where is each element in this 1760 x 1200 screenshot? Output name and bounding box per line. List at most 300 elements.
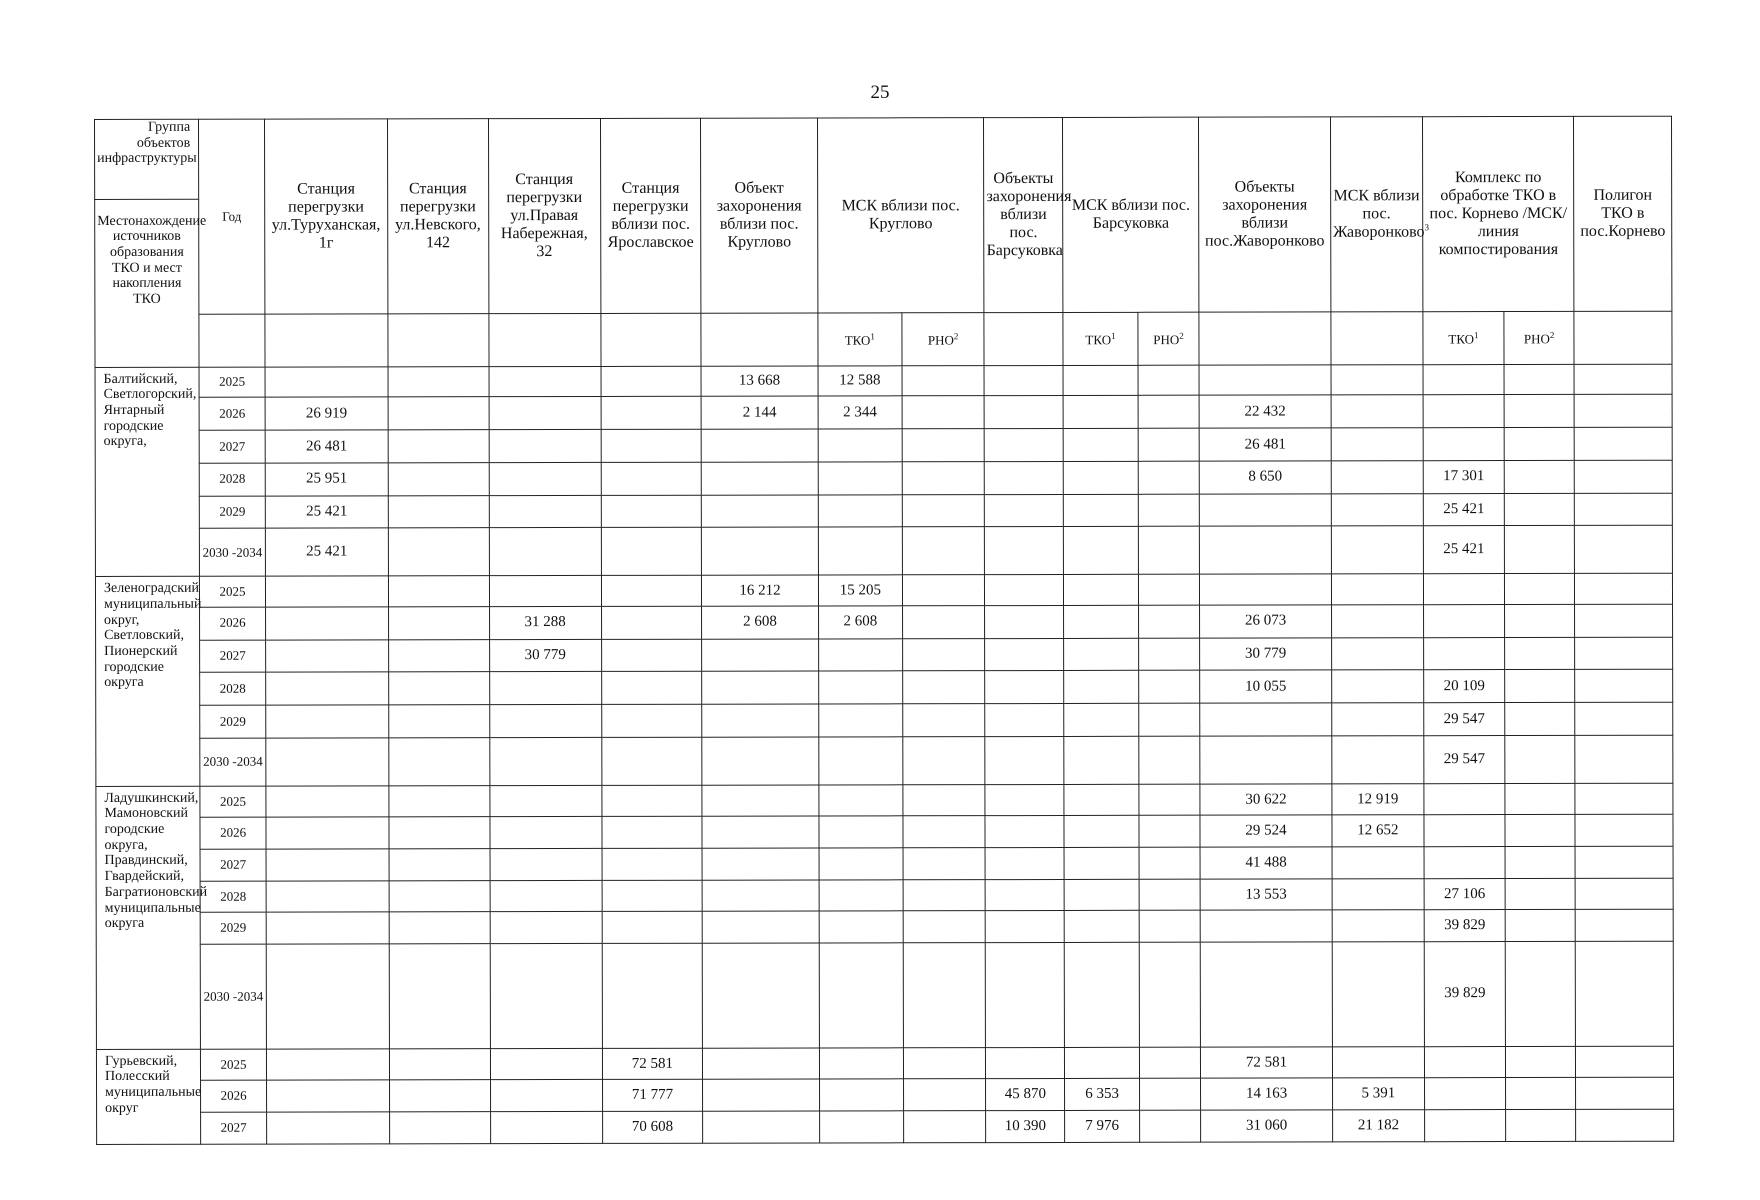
year-cell: 2027 [200, 849, 266, 881]
value-cell [1423, 395, 1504, 428]
value-cell: 29 547 [1424, 703, 1505, 736]
subheader-empty [265, 314, 388, 367]
value-cell [389, 944, 490, 1049]
table-row [96, 1046, 1673, 1081]
value-cell [1505, 846, 1575, 878]
table-row [96, 735, 1673, 786]
value-cell: 20 109 [1424, 670, 1505, 703]
value-cell [903, 816, 985, 848]
value-cell [1138, 365, 1199, 396]
value-cell [1332, 703, 1424, 736]
value-cell: 30 779 [489, 639, 601, 672]
value-cell: 27 106 [1424, 878, 1505, 910]
value-cell [985, 575, 1064, 606]
value-cell [1138, 574, 1199, 605]
value-cell [1331, 670, 1423, 703]
value-cell: 25 421 [1423, 526, 1504, 574]
value-cell [388, 576, 489, 607]
value-cell [1331, 395, 1423, 428]
value-cell [266, 672, 389, 705]
table-row [96, 941, 1673, 1049]
value-cell [702, 704, 818, 737]
value-cell [1424, 783, 1505, 815]
value-cell: 26 481 [265, 430, 388, 463]
value-cell: 12 588 [818, 366, 903, 397]
corner-top-header: Группа объектов инфраструктуры [95, 119, 199, 199]
subheader-tko-text: ТКО [844, 332, 871, 348]
year-cell: 2028 [199, 463, 265, 496]
value-cell [1505, 604, 1575, 637]
value-cell [1506, 1109, 1576, 1141]
year-cell: 2029 [200, 705, 266, 738]
value-cell [1138, 526, 1200, 574]
waste-flow-table [94, 116, 1674, 1145]
value-cell: 6 353 [1065, 1079, 1140, 1111]
value-cell [388, 430, 489, 463]
value-cell [818, 429, 903, 462]
value-cell [388, 639, 489, 672]
year-cell: 2030 -2034 [200, 528, 266, 576]
value-cell [903, 605, 985, 638]
year-cell: 2025 [201, 1049, 267, 1081]
value-cell [388, 672, 489, 705]
value-cell [984, 429, 1063, 462]
value-cell: 21 182 [1332, 1110, 1424, 1142]
value-cell [702, 639, 818, 672]
value-cell [265, 607, 388, 640]
value-cell [1505, 878, 1575, 910]
value-cell [1138, 396, 1199, 429]
value-cell [819, 911, 904, 943]
value-cell [489, 430, 601, 463]
year-cell: 2025 [200, 576, 266, 607]
value-cell [602, 912, 703, 944]
table-row [96, 604, 1673, 640]
value-cell [985, 784, 1064, 816]
value-cell [819, 785, 904, 817]
header-row-3 [95, 312, 1672, 368]
value-cell [1505, 702, 1575, 735]
value-cell [1505, 910, 1575, 942]
col-header-11: Комплекс по обработке ТКО в пос. Корнево /МСК/линия компостирования [1422, 116, 1574, 312]
col-header-7: Объекты захоронения вблизи пос. Барсуковка [984, 117, 1063, 313]
value-cell [904, 1111, 986, 1143]
subheader-rno [902, 313, 984, 366]
value-cell [986, 1047, 1065, 1079]
value-cell [266, 1080, 389, 1112]
value-cell [702, 495, 818, 528]
value-cell [389, 912, 490, 944]
value-cell [1331, 637, 1423, 670]
subheader-sup: 2 [1549, 329, 1555, 340]
value-cell [1064, 784, 1139, 816]
year-cell: 2025 [200, 786, 266, 818]
value-cell [1139, 942, 1201, 1047]
value-cell [489, 397, 601, 430]
value-cell: 13 553 [1200, 879, 1332, 911]
value-cell [1505, 637, 1575, 670]
value-cell [1331, 526, 1423, 574]
value-cell [818, 638, 903, 671]
value-cell [903, 575, 985, 606]
value-cell: 29 547 [1424, 735, 1505, 783]
value-cell [985, 879, 1064, 911]
value-cell [266, 786, 389, 818]
value-cell [1332, 735, 1424, 783]
table-row [95, 427, 1672, 463]
value-cell [1575, 525, 1673, 573]
value-cell [1138, 461, 1199, 494]
value-cell [266, 881, 389, 913]
value-cell: 22 432 [1199, 395, 1331, 428]
value-cell [819, 880, 904, 912]
value-cell [903, 704, 985, 737]
value-cell [1332, 878, 1424, 910]
value-cell [1200, 942, 1332, 1047]
value-cell [1200, 526, 1332, 574]
value-cell [702, 737, 818, 785]
value-cell: 45 870 [986, 1079, 1065, 1111]
group-name-cell: Гурьевский, Полесский муниципальные округ [96, 1049, 200, 1144]
value-cell [1139, 879, 1200, 911]
value-cell [703, 1111, 819, 1143]
value-cell [389, 785, 490, 817]
value-cell [1064, 942, 1139, 1047]
value-cell [266, 738, 389, 786]
table-row [95, 460, 1672, 496]
value-cell [818, 527, 903, 575]
value-cell [389, 817, 490, 849]
value-cell [902, 429, 984, 462]
value-cell: 12 919 [1332, 784, 1424, 816]
value-cell [1574, 427, 1672, 460]
value-cell [1332, 847, 1424, 879]
value-cell [985, 494, 1064, 527]
value-cell [266, 912, 389, 944]
value-cell [490, 912, 602, 944]
value-cell [1504, 493, 1574, 526]
table-row [95, 525, 1672, 576]
value-cell [1064, 494, 1139, 527]
value-cell [601, 429, 702, 462]
value-cell [601, 462, 702, 495]
value-cell [1424, 637, 1505, 670]
value-cell [265, 576, 388, 607]
col-header-1: Станция перегрузки ул.Туруханская, 1г [264, 119, 387, 315]
value-cell [1063, 461, 1138, 494]
year-cell: 2027 [201, 1112, 267, 1144]
value-cell [819, 816, 904, 848]
value-cell: 25 421 [265, 528, 388, 576]
value-cell [389, 1048, 490, 1080]
value-cell [1424, 847, 1505, 879]
value-cell [903, 638, 985, 671]
table-row [97, 1078, 1674, 1113]
value-cell [601, 704, 702, 737]
value-cell [1064, 638, 1139, 671]
value-cell [601, 737, 702, 785]
value-cell [1504, 526, 1574, 574]
subheader-tko [1063, 313, 1138, 366]
value-cell [1574, 364, 1672, 395]
value-cell [985, 605, 1064, 638]
value-cell: 16 212 [702, 575, 818, 606]
value-cell [1332, 910, 1424, 942]
value-cell [702, 816, 818, 848]
value-cell: 26 919 [265, 397, 388, 430]
subheader-sup: 2 [1179, 330, 1184, 341]
value-cell: 7 976 [1065, 1110, 1140, 1142]
value-cell: 14 163 [1201, 1078, 1333, 1110]
value-cell [703, 1079, 819, 1111]
value-cell [985, 911, 1064, 943]
value-cell [985, 848, 1064, 880]
year-cell: 2026 [200, 607, 266, 640]
year-cell: 2030 -2034 [200, 944, 266, 1049]
value-cell [1506, 1046, 1576, 1078]
value-cell [1504, 427, 1574, 460]
value-cell [818, 737, 903, 785]
value-cell [702, 429, 818, 462]
value-cell [1574, 460, 1672, 493]
value-cell [985, 671, 1064, 704]
value-cell: 15 205 [818, 575, 903, 606]
value-cell [1064, 575, 1139, 606]
value-cell [702, 848, 818, 880]
table-row [95, 364, 1672, 398]
value-cell [1063, 365, 1138, 396]
value-cell [703, 911, 819, 943]
value-cell [389, 1112, 490, 1144]
value-cell [1505, 815, 1575, 847]
value-cell: 12 652 [1332, 815, 1424, 847]
value-cell [489, 704, 601, 737]
value-cell [267, 1112, 390, 1144]
col-header-10 [1330, 117, 1430, 313]
value-cell [388, 462, 489, 495]
value-cell [1424, 1078, 1505, 1110]
value-cell [490, 849, 602, 881]
value-cell [1139, 847, 1200, 879]
table-row [96, 670, 1673, 706]
subheader-tko-text: ТКО [1085, 331, 1112, 347]
table-row [96, 702, 1673, 738]
subheader-sup: 1 [1474, 329, 1479, 340]
value-cell [1575, 941, 1673, 1046]
value-cell [1505, 670, 1575, 703]
value-cell: 72 581 [1201, 1047, 1333, 1079]
subheader-empty [489, 314, 601, 367]
year-cell: 2027 [199, 430, 265, 463]
value-cell [266, 705, 389, 738]
value-cell [818, 462, 903, 495]
value-cell: 39 829 [1424, 942, 1505, 1047]
value-cell: 2 608 [702, 606, 818, 639]
value-cell: 10 055 [1200, 670, 1332, 703]
value-cell [490, 785, 602, 817]
col-header-10-sup: 3 [1424, 222, 1430, 233]
value-cell [602, 848, 703, 880]
group-name-cell: Балтийский, Светлогорский, Янтарный городские округа, [95, 367, 200, 577]
value-cell [985, 638, 1064, 671]
value-cell [1575, 878, 1673, 910]
value-cell [984, 396, 1063, 429]
value-cell [1575, 670, 1673, 703]
year-cell: 2030 -2034 [200, 738, 266, 786]
value-cell [1505, 735, 1575, 783]
value-cell [489, 462, 601, 495]
value-cell [902, 494, 984, 527]
value-cell [1423, 574, 1504, 605]
subheader-rno [1138, 313, 1200, 366]
value-cell [601, 527, 702, 575]
value-cell [903, 848, 985, 880]
value-cell: 25 951 [265, 463, 388, 496]
value-cell [1575, 735, 1673, 783]
value-cell [819, 1079, 904, 1111]
value-cell [985, 527, 1064, 575]
value-cell [1200, 910, 1332, 942]
value-cell [1504, 395, 1574, 428]
value-cell [1064, 703, 1139, 736]
value-cell [1064, 816, 1139, 848]
subheader-empty [701, 313, 817, 366]
value-cell [601, 639, 702, 672]
value-cell [702, 462, 818, 495]
value-cell: 29 524 [1200, 815, 1332, 847]
value-cell [1424, 1046, 1505, 1078]
value-cell [490, 1080, 602, 1112]
value-cell [1331, 364, 1423, 395]
value-cell [1138, 638, 1199, 671]
col-header-5: Объект захоронения вблизи пос. Круглово [701, 118, 818, 314]
value-cell [903, 1047, 985, 1079]
value-cell [1064, 605, 1139, 638]
value-cell [601, 672, 702, 705]
value-cell [818, 671, 903, 704]
group-name-cell: Зеленоградский муниципальный округ, Светловский, Пионерский городские округа [95, 577, 200, 787]
value-cell: 72 581 [602, 1048, 703, 1080]
year-cell: 2026 [201, 1081, 267, 1113]
col-header-6: МСК вблизи пос. Круглово [817, 118, 984, 314]
value-cell [985, 461, 1064, 494]
value-cell: 31 060 [1201, 1110, 1333, 1142]
value-cell [1423, 364, 1504, 395]
value-cell [1064, 736, 1139, 784]
value-cell [389, 849, 490, 881]
value-cell [903, 943, 985, 1048]
group-name-cell: Ладушкинский, Мамоновский городские округа, Правдинский, Гвардейский, Багратионовский муниципальные округа [96, 786, 201, 1049]
value-cell [1064, 527, 1139, 575]
value-cell [1064, 671, 1139, 704]
value-cell: 71 777 [602, 1080, 703, 1112]
value-cell [1423, 428, 1504, 461]
subheader-rno-text: РНО [1523, 330, 1550, 346]
value-cell [1065, 1047, 1140, 1079]
value-cell [903, 736, 985, 784]
value-cell: 30 779 [1200, 637, 1332, 670]
col-header-9: Объекты захоронения вблизи пос.Жаворонково [1199, 117, 1331, 313]
table-row [96, 637, 1673, 673]
year-header: Год [199, 119, 265, 315]
value-cell [1423, 604, 1504, 637]
value-cell: 13 668 [701, 366, 817, 397]
value-cell [489, 495, 601, 528]
value-cell [490, 943, 602, 1048]
value-cell [1064, 847, 1139, 879]
value-cell [601, 366, 702, 397]
value-cell [702, 527, 818, 575]
value-cell [1576, 1078, 1674, 1110]
value-cell [1138, 428, 1199, 461]
value-cell [266, 849, 389, 881]
subheader-tko-text: ТКО [1448, 331, 1475, 347]
subheader-empty [1199, 312, 1331, 365]
value-cell: 70 608 [602, 1111, 703, 1143]
value-cell [1575, 815, 1673, 847]
page-number: 25 [870, 82, 890, 103]
value-cell [1506, 1078, 1576, 1110]
value-cell [1332, 1046, 1424, 1078]
year-cell: 2025 [199, 367, 265, 398]
value-cell [1576, 1046, 1674, 1078]
value-cell [818, 494, 903, 527]
value-cell [266, 817, 389, 849]
value-cell: 2 608 [818, 606, 903, 639]
col-header-2: Станция перегрузки ул.Невского, 142 [387, 119, 488, 315]
year-cell: 2026 [200, 818, 266, 850]
value-cell [902, 461, 984, 494]
value-cell [602, 880, 703, 912]
value-cell [1575, 493, 1673, 526]
value-cell [986, 942, 1065, 1047]
value-cell [388, 397, 489, 430]
subheader-sup: 1 [1111, 330, 1116, 341]
value-cell: 5 391 [1332, 1078, 1424, 1110]
year-cell: 2029 [200, 913, 266, 945]
value-cell [1199, 365, 1331, 396]
value-cell [819, 943, 904, 1048]
subheader-empty [199, 315, 265, 368]
value-cell: 41 488 [1200, 847, 1332, 879]
subheader-tko [1423, 312, 1504, 365]
value-cell [819, 1111, 904, 1143]
value-cell [1063, 428, 1138, 461]
value-cell [903, 911, 985, 943]
subheader-rno [1504, 312, 1574, 365]
value-cell [1574, 395, 1672, 428]
value-cell [1064, 879, 1139, 911]
value-cell [1200, 736, 1332, 784]
value-cell [819, 1048, 904, 1080]
value-cell [902, 396, 984, 429]
value-cell [601, 817, 702, 849]
subheader-sup: 1 [870, 330, 875, 341]
subheader-tko [818, 313, 903, 366]
value-cell [601, 397, 702, 430]
table-row [95, 493, 1672, 529]
value-cell [903, 879, 985, 911]
value-cell [702, 880, 818, 912]
subheader-empty [1574, 312, 1672, 365]
value-cell [1575, 702, 1673, 735]
value-cell: 25 421 [1423, 493, 1504, 526]
table-row [96, 910, 1673, 945]
subheader-empty [1331, 312, 1423, 365]
value-cell [903, 784, 985, 816]
year-cell: 2026 [199, 397, 265, 430]
value-cell [489, 366, 601, 397]
